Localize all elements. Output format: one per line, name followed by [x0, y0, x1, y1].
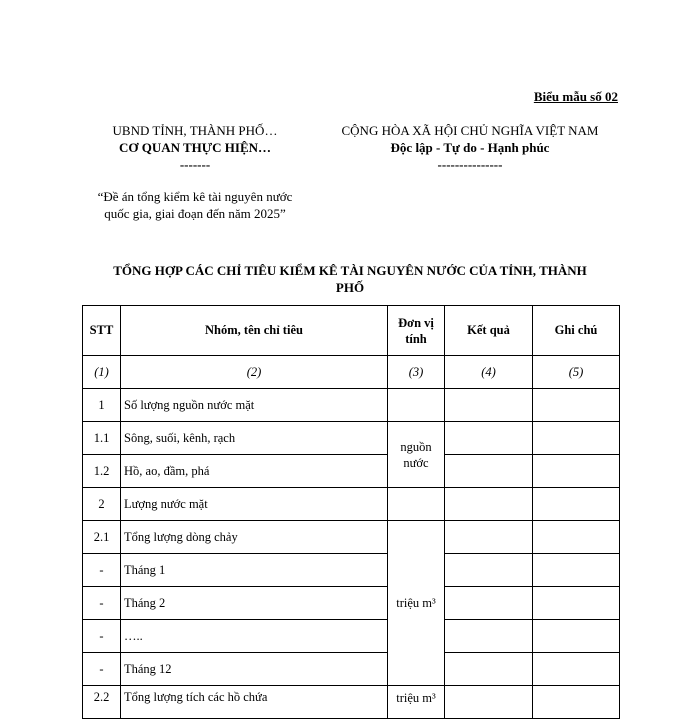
header-stt: STT: [83, 306, 121, 356]
document-title: [85, 262, 615, 296]
table-row: [83, 587, 620, 620]
row-result[interactable]: [445, 686, 533, 719]
row-note[interactable]: [533, 521, 620, 554]
row-name: Tháng 2: [121, 587, 388, 620]
row-note[interactable]: [533, 620, 620, 653]
table-header-row: [83, 306, 620, 356]
col-number: (5): [533, 356, 620, 389]
unit-source-cell: [388, 422, 445, 488]
row-result[interactable]: [445, 389, 533, 422]
row-name: Sông, suối, kênh, rạch: [121, 422, 388, 455]
title-line-2: PHỐ: [335, 280, 365, 295]
column-number-row: [83, 356, 620, 389]
row-name: Lượng nước mặt: [121, 488, 388, 521]
table-row: [83, 653, 620, 686]
nation-separator: ---------------: [437, 157, 503, 172]
table-row: [83, 554, 620, 587]
header-unit-line-1: Đơn vị: [398, 315, 434, 330]
table-row: [83, 422, 620, 455]
project-line-1: “Đề án tổng kiểm kê tài nguyên nước: [97, 189, 293, 204]
row-result[interactable]: [445, 587, 533, 620]
row-stt: -: [83, 554, 121, 587]
row-result[interactable]: [445, 653, 533, 686]
row-stt: 1: [83, 389, 121, 422]
col-number: (3): [388, 356, 445, 389]
row-note[interactable]: [533, 653, 620, 686]
row-note[interactable]: [533, 488, 620, 521]
unit-source-line-2: nước: [403, 455, 429, 470]
table-row: [83, 455, 620, 488]
row-stt: 2.2: [83, 686, 121, 719]
row-result[interactable]: [445, 620, 533, 653]
header-unit-line-2: tính: [405, 331, 427, 346]
row-stt: 2.1: [83, 521, 121, 554]
table-row: [83, 686, 620, 719]
table-row: [83, 620, 620, 653]
row-note[interactable]: [533, 422, 620, 455]
agency-line-2: CƠ QUAN THỰC HIỆN…: [118, 140, 272, 155]
row-note[interactable]: [533, 686, 620, 719]
row-name: Tháng 1: [121, 554, 388, 587]
row-result[interactable]: [445, 455, 533, 488]
table-row: [83, 521, 620, 554]
title-line-1: TỔNG HỢP CÁC CHỈ TIÊU KIỂM KÊ TÀI NGUYÊN NƯỚC CỦA TỈNH, THÀNH: [113, 263, 587, 278]
project-name: [90, 188, 300, 222]
unit-volume-cell: triệu m³: [388, 521, 445, 686]
project-line-2: quốc gia, giai đoạn đến năm 2025”: [104, 206, 286, 221]
form-number: Biểu mẫu số 02: [533, 89, 618, 104]
header-unit: [388, 306, 445, 356]
row-note[interactable]: [533, 455, 620, 488]
indicator-table: [82, 305, 620, 719]
row-result[interactable]: [445, 521, 533, 554]
row-name: Tháng 12: [121, 653, 388, 686]
row-name: Hồ, ao, đầm, phá: [121, 455, 388, 488]
row-name: Tổng lượng tích các hồ chứa: [121, 686, 388, 719]
nation-line-1: CỘNG HÒA XÃ HỘI CHỦ NGHĨA VIỆT NAM: [341, 123, 599, 138]
row-unit: [388, 389, 445, 422]
row-stt: 2: [83, 488, 121, 521]
nation-header: [315, 122, 625, 173]
row-note[interactable]: [533, 389, 620, 422]
agency-separator: -------: [179, 157, 211, 172]
header-result: Kết quả: [445, 306, 533, 356]
row-name: …..: [121, 620, 388, 653]
row-name: Số lượng nguồn nước mặt: [121, 389, 388, 422]
row-result[interactable]: [445, 422, 533, 455]
table-row: [83, 389, 620, 422]
row-stt: 1.1: [83, 422, 121, 455]
row-stt: -: [83, 587, 121, 620]
nation-motto: Độc lập - Tự do - Hạnh phúc: [390, 140, 550, 155]
row-note[interactable]: [533, 587, 620, 620]
header-name: Nhóm, tên chỉ tiêu: [121, 306, 388, 356]
row-unit: triệu m³: [388, 686, 445, 719]
row-result[interactable]: [445, 488, 533, 521]
agency-header: [90, 122, 300, 173]
row-name: Tổng lượng dòng chảy: [121, 521, 388, 554]
header-note: Ghi chú: [533, 306, 620, 356]
row-note[interactable]: [533, 554, 620, 587]
table-row: [83, 488, 620, 521]
unit-source-line-1: nguồn: [400, 439, 432, 454]
row-stt: -: [83, 653, 121, 686]
row-result[interactable]: [445, 554, 533, 587]
col-number: (1): [83, 356, 121, 389]
row-unit: [388, 488, 445, 521]
row-stt: -: [83, 620, 121, 653]
row-stt: 1.2: [83, 455, 121, 488]
col-number: (4): [445, 356, 533, 389]
col-number: (2): [121, 356, 388, 389]
agency-line-1: UBND TỈNH, THÀNH PHỐ…: [112, 123, 278, 138]
